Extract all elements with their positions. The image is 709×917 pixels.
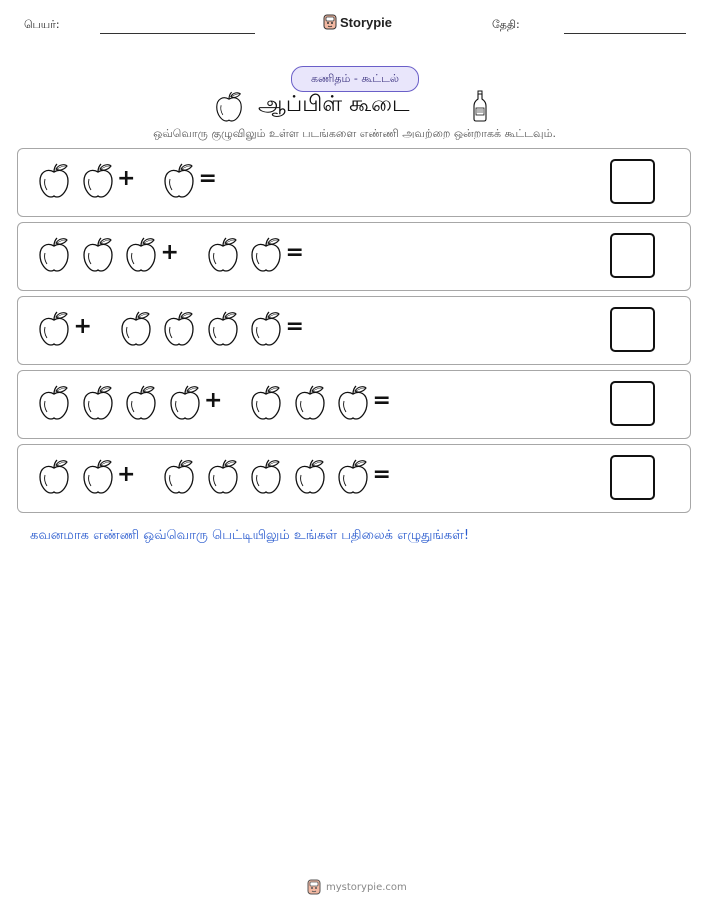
apple-icon <box>250 237 282 273</box>
storypie-logo <box>323 14 392 30</box>
apple-icon <box>250 459 282 495</box>
equals-sign: = <box>285 240 304 265</box>
answer-box[interactable] <box>610 159 655 204</box>
brand-name: Storypie <box>340 14 393 30</box>
apple-icon <box>250 385 282 421</box>
footer <box>307 879 407 895</box>
answer-box[interactable] <box>610 455 655 500</box>
answer-box[interactable] <box>610 233 655 278</box>
name-label: பெயர்: <box>24 18 60 31</box>
apple-icon <box>82 237 114 273</box>
date-line[interactable] <box>564 33 686 34</box>
apple-icon <box>82 385 114 421</box>
plus-sign: + <box>117 462 136 487</box>
apple-icon <box>125 237 157 273</box>
answer-box[interactable] <box>610 307 655 352</box>
apple-icon <box>250 311 282 347</box>
equals-sign: = <box>198 166 217 191</box>
apple-icon <box>82 459 114 495</box>
apple-icon <box>125 385 157 421</box>
plus-sign: + <box>160 240 179 265</box>
plus-sign: + <box>117 166 136 191</box>
equals-sign: = <box>372 388 391 413</box>
worksheet-header <box>0 0 709 50</box>
subject-badge: கணிதம் - கூட்டல் <box>291 66 419 92</box>
bottle-icon <box>472 90 488 122</box>
problem-row <box>17 296 691 365</box>
apple-icon <box>207 459 239 495</box>
apple-icon <box>207 311 239 347</box>
apple-icon <box>215 91 243 123</box>
date-label: தேதி: <box>492 18 520 31</box>
apple-icon <box>82 163 114 199</box>
apple-icon <box>38 311 70 347</box>
plus-sign: + <box>204 388 223 413</box>
apple-icon <box>38 237 70 273</box>
apple-icon <box>337 459 369 495</box>
apple-icon <box>294 459 326 495</box>
footer-url: mystorypie.com <box>326 881 407 893</box>
apple-icon <box>163 311 195 347</box>
apple-icon <box>294 385 326 421</box>
equals-sign: = <box>285 314 304 339</box>
storypie-mascot-icon <box>323 14 337 30</box>
page-title: ஆப்பிள் கூடை <box>258 92 410 117</box>
problem-row <box>17 222 691 291</box>
apple-icon <box>207 237 239 273</box>
apple-icon <box>163 459 195 495</box>
storypie-mascot-icon <box>307 879 321 895</box>
apple-icon <box>337 385 369 421</box>
apple-icon <box>120 311 152 347</box>
instructions: ஒவ்வொரு குழுவிலும் உள்ள படங்களை எண்ணி அவற்றை ஒன்றாகக் கூட்டவும். <box>153 127 556 140</box>
problem-row <box>17 444 691 513</box>
apple-icon <box>38 163 70 199</box>
apple-icon <box>163 163 195 199</box>
plus-sign: + <box>73 314 92 339</box>
apple-icon <box>169 385 201 421</box>
answer-box[interactable] <box>610 381 655 426</box>
apple-icon <box>38 459 70 495</box>
apple-icon <box>38 385 70 421</box>
title-row <box>0 90 709 124</box>
problem-row <box>17 370 691 439</box>
name-line[interactable] <box>100 33 255 34</box>
reminder-note: கவனமாக எண்ணி ஒவ்வொரு பெட்டியிலும் உங்கள் பதிலைக் எழுதுங்கள்! <box>30 528 470 543</box>
problem-row <box>17 148 691 217</box>
equals-sign: = <box>372 462 391 487</box>
